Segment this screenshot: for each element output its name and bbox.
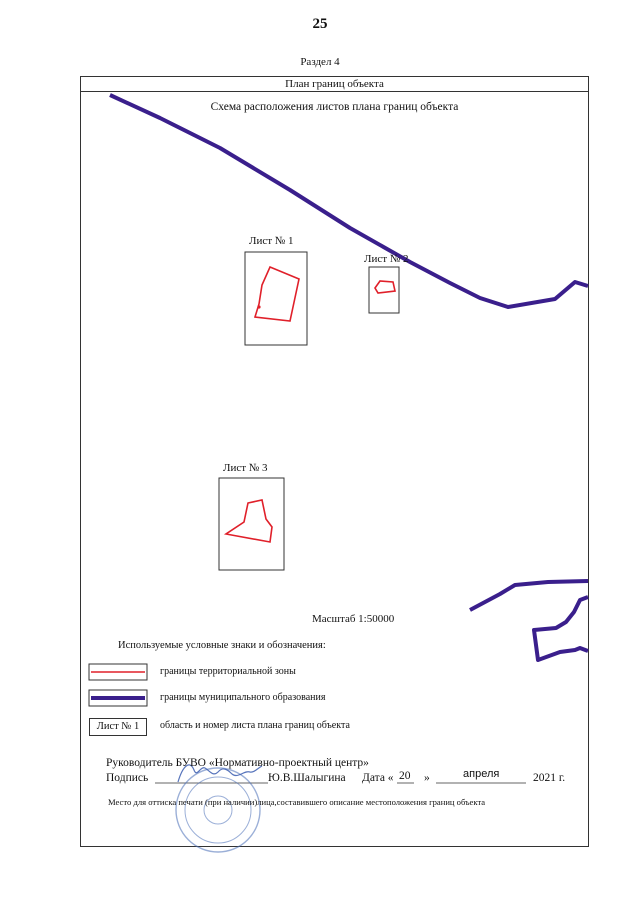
sheet-3-label: Лист № 3 — [223, 462, 268, 474]
legend-municipal-text: границы муниципального образования — [160, 692, 326, 703]
date-day: 20 — [399, 770, 411, 782]
sheet-3-box — [219, 478, 284, 570]
legend-sheet-text: область и номер листа плана границ объекта — [160, 720, 350, 731]
municipal-boundary-line — [470, 581, 588, 610]
signer-name: Ю.В.Шалыгина — [268, 772, 346, 784]
scheme-title: Схема расположения листов плана границ объекта — [210, 101, 459, 113]
sheet-2-label: Лист № 2 — [364, 253, 409, 265]
municipal-boundary-line — [534, 597, 588, 660]
section-label: Раздел 4 — [300, 56, 340, 68]
stamp-place-note: Место для оттиска печати (при наличии)лица,составившего описание местоположения границ объекта — [108, 797, 486, 807]
page-number: 25 — [312, 16, 328, 32]
date-month: апреля — [463, 768, 500, 780]
scale-label: Масштаб 1:50000 — [312, 613, 395, 625]
legend-sheet-sample: Лист № 1 — [89, 718, 147, 736]
signature-org-line: Руководитель БУВО «Нормативно-проектный центр» — [106, 757, 369, 769]
sheet-1-box — [245, 252, 307, 345]
date-day-close: » — [424, 772, 430, 784]
date-year: 2021 г. — [533, 772, 566, 784]
sheet-1-label: Лист № 1 — [249, 235, 294, 247]
signature-label: Подпись — [106, 772, 149, 784]
legend-heading: Используемые условные знаки и обозначения: — [118, 640, 326, 651]
stamp-seal — [176, 768, 260, 852]
municipal-boundary-line — [110, 95, 588, 307]
legend-zone-text: границы территориальной зоны — [160, 666, 296, 677]
plan-title: План границ объекта — [81, 77, 588, 92]
date-label: Дата « — [362, 772, 394, 784]
sheet-1-marker — [257, 305, 260, 308]
